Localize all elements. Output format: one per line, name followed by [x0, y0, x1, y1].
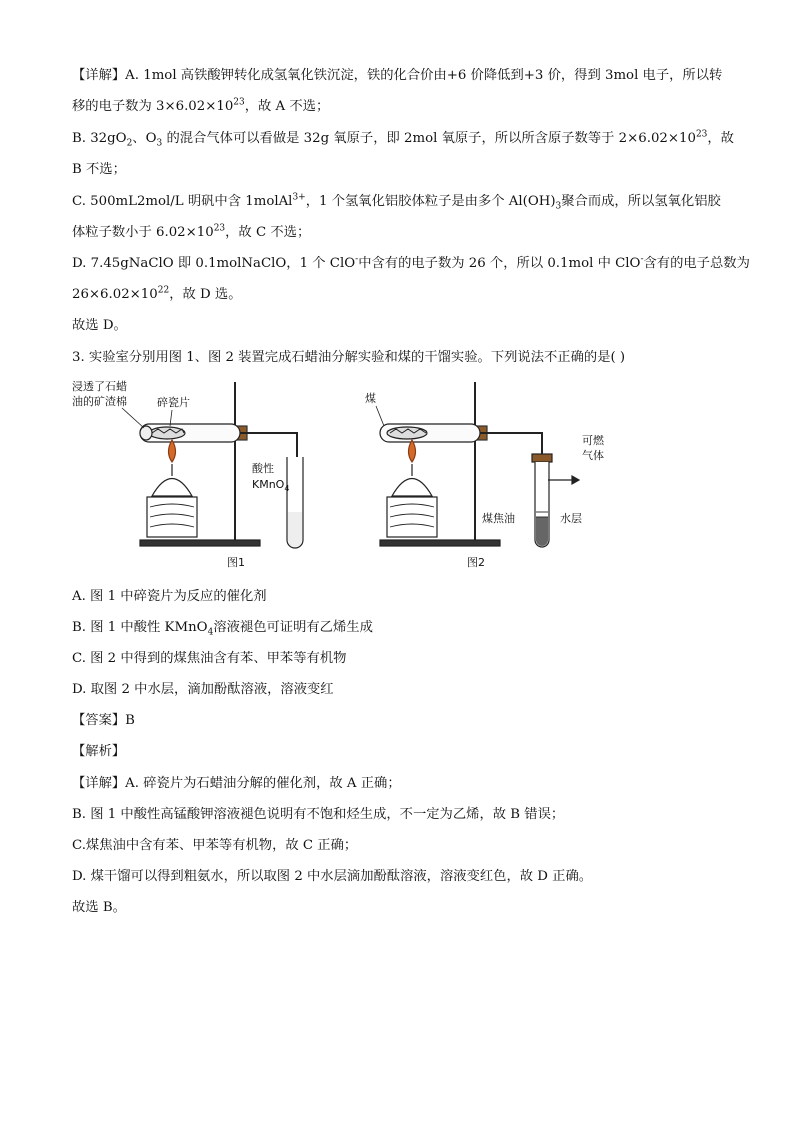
detail-b: B. 图 1 中酸性高锰酸钾溶液褪色说明有不饱和烃生成，不一定为乙烯，故 B 错误； [72, 807, 565, 822]
fig1-label-kmno4: KMnO$_4$ [252, 478, 290, 493]
detail-a: 【详解】A. 碎瓷片为石蜡油分解的催化剂，故 A 正确； [72, 776, 401, 791]
fig1-label-porcelain: 碎瓷片 [157, 396, 190, 409]
fig2-label-tar: 煤焦油 [482, 512, 515, 525]
prev-detail-c-line1: C. 500mL2mol/L 明矾中含 1molAl$^{3+}$，1 个氢氧化铝胶体粒子是由多个 $Al(OH)_3$聚合而成，所以氢氧化铝胶 [72, 192, 721, 212]
fig2-label-water: 水层 [560, 512, 582, 525]
detail-conclusion: 故选 B。 [72, 900, 126, 915]
option-d: D. 取图 2 中水层，滴加酚酞溶液，溶液变红 [72, 682, 334, 697]
fig2-label-gas-line1: 可燃 [582, 434, 604, 447]
option-c: C. 图 2 中得到的煤焦油含有苯、甲苯等有机物 [72, 651, 347, 666]
prev-detail-b-line2: B 不选； [72, 162, 126, 177]
fig1-label-acid: 酸性 [252, 462, 274, 475]
fig1-label-cotton-line1: 浸透了石蜡 [72, 380, 127, 393]
prev-detail-b-line1: B. $32gO_2$、$O_3$ 的混合气体可以看做是 32g 氧原子，即 2mol 氧原子，所以所含原子数等于 $2\times 6.02\times 10^{23}$，故 [72, 129, 734, 149]
option-a: A. 图 1 中碎瓷片为反应的催化剂 [72, 589, 267, 604]
figure-1-caption: 图1 [227, 556, 245, 569]
prev-detail-d-line2: $26\times 6.02\times 10^{22}$，故 D 选。 [72, 285, 242, 302]
prev-conclusion: 故选 D。 [72, 318, 127, 333]
prev-detail-d-line1: D. 7.45gNaClO 即 0.1molNaClO，1 个 ClO-中含有的电子数为 26 个，所以 0.1mol 中 ClO-含有的电子总数为 [72, 254, 750, 271]
detail-c: C.煤焦油中含有苯、甲苯等有机物，故 C 正确； [72, 838, 358, 853]
figure-2-apparatus [380, 382, 579, 547]
analysis-label: 【解析】 [72, 744, 126, 759]
question-stem: 3. 实验室分别用图 1、图 2 装置完成石蜡油分解实验和煤的干馏实验。下列说法不正确的是( ) [72, 350, 626, 365]
prev-detail-c-line2: 体粒子数小于 $6.02\times 10^{23}$，故 C 不选； [72, 223, 311, 240]
fig2-label-gas-line2: 气体 [582, 449, 604, 462]
option-b: B. 图 1 中酸性 KMnO$_4$溶液褪色可证明有乙烯生成 [72, 620, 373, 638]
detail-d: D. 煤干馏可以得到粗氨水，所以取图 2 中水层滴加酚酞溶液，溶液变红色，故 D 正确。 [72, 869, 593, 884]
figure-2-caption: 图2 [467, 556, 485, 569]
prev-detail-a-line2: 移的电子数为 $3\times 6.02\times 10^{23}$，故 A 不选； [72, 97, 330, 114]
fig2-label-coal: 煤 [365, 392, 376, 405]
fig1-label-cotton-line2: 油的矿渣棉 [72, 395, 127, 408]
answer-label: 【答案】B [72, 713, 135, 728]
experiment-figure [72, 372, 722, 572]
prev-detail-a-line1: 【详解】A. 1mol 高铁酸钾转化成氢氧化铁沉淀，铁的化合价由+6 价降低到+3 价，得到 3mol 电子，所以转 [72, 68, 723, 83]
